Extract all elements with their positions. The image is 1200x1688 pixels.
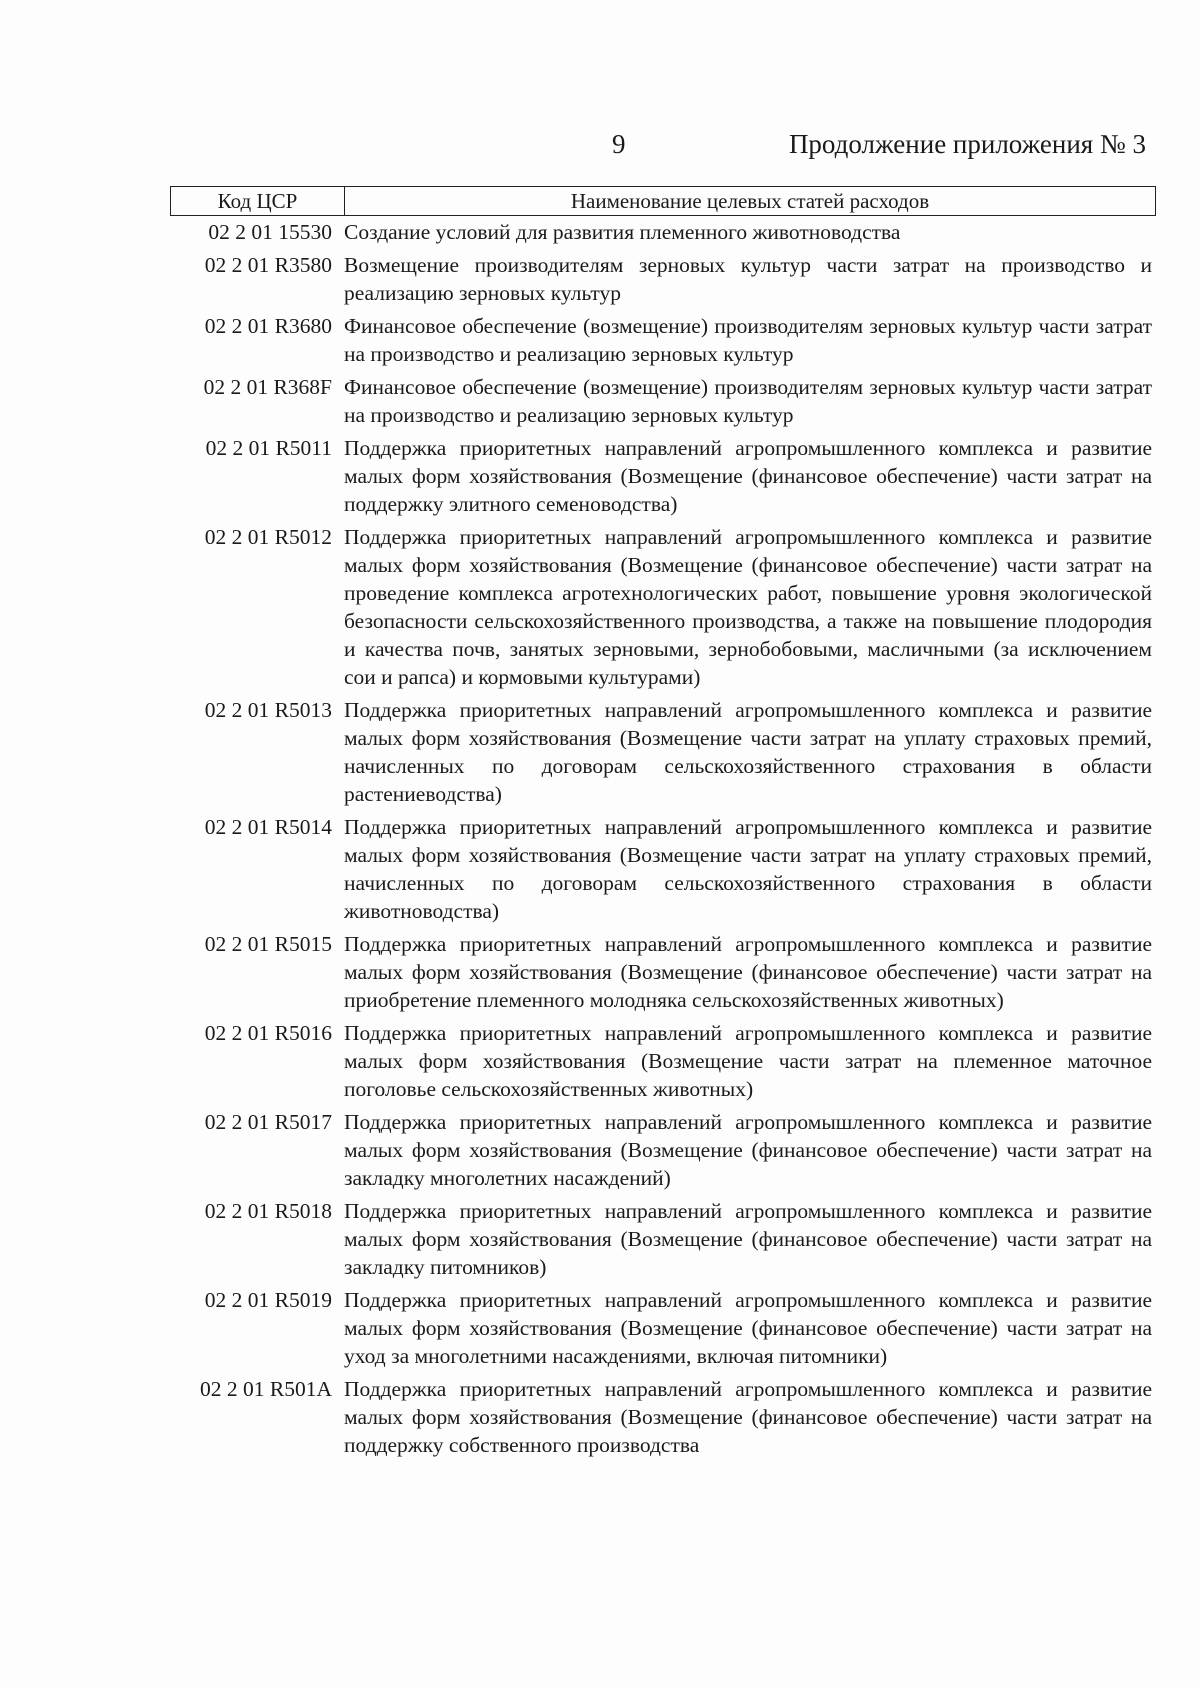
table-row xyxy=(170,930,1156,1014)
column-header-name: Наименование целевых статей расходов xyxy=(570,189,930,213)
row-code: 02 2 01 R5012 xyxy=(204,525,332,549)
row-name: Поддержка приоритетных направлений агропромышленного комплекса и развитие малых форм хозяйствования (Возмещение (финансовое обеспечение) части затрат на проведение комплекса агротехнологических работ, повышение уровня экологической безопасности сельскохозяйственного производства, а также на повышение плодородия и качества почв, занятых зерновыми, зернобобовыми, масличными (за исключением сои и рапса) и кормовыми культурами) xyxy=(344,525,1152,689)
table-row xyxy=(170,1108,1156,1192)
row-code: 02 2 01 R5011 xyxy=(205,436,332,460)
table-row xyxy=(170,1019,1156,1103)
row-name: Поддержка приоритетных направлений агропромышленного комплекса и развитие малых форм хозяйствования (Возмещение (финансовое обеспечение) части затрат на поддержку элитного семеноводства) xyxy=(344,436,1152,516)
column-header-code: Код ЦСР xyxy=(171,187,345,215)
table-row xyxy=(170,813,1156,925)
row-code: 02 2 01 R5017 xyxy=(204,1110,332,1134)
page-number: 9 xyxy=(612,129,626,159)
row-code: 02 2 01 R501A xyxy=(200,1377,332,1401)
row-name: Финансовое обеспечение (возмещение) производителям зерновых культур части затрат на производство и реализацию зерновых культур xyxy=(344,314,1152,366)
row-name: Поддержка приоритетных направлений агропромышленного комплекса и развитие малых форм хозяйствования (Возмещение (финансовое обеспечение) части затрат на закладку питомников) xyxy=(344,1199,1152,1279)
row-name: Поддержка приоритетных направлений агропромышленного комплекса и развитие малых форм хозяйствования (Возмещение (финансовое обеспечение) части затрат на приобретение племенного молодняка сельскохозяйственных животных) xyxy=(344,932,1152,1012)
row-code: 02 2 01 R5018 xyxy=(204,1199,332,1223)
table-header xyxy=(170,186,1156,216)
row-name: Поддержка приоритетных направлений агропромышленного комплекса и развитие малых форм хозяйствования (Возмещение части затрат на уплату страховых премий, начисленных по договорам сельскохозяйственного страхования в области растениеводства) xyxy=(344,698,1152,806)
row-code: 02 2 01 R5015 xyxy=(204,932,332,956)
table-row xyxy=(170,1197,1156,1281)
row-name: Возмещение производителям зерновых культур части затрат на производство и реализацию зерновых культур xyxy=(344,253,1152,305)
row-name: Создание условий для развития племенного животноводства xyxy=(344,220,901,244)
row-code: 02 2 01 R5019 xyxy=(204,1288,332,1312)
table-row xyxy=(170,523,1156,691)
table-row xyxy=(170,373,1156,429)
row-code: 02 2 01 R5016 xyxy=(204,1021,332,1045)
row-name: Поддержка приоритетных направлений агропромышленного комплекса и развитие малых форм хозяйствования (Возмещение части затрат на племенное маточное поголовье сельскохозяйственных животных) xyxy=(344,1021,1152,1101)
row-name: Поддержка приоритетных направлений агропромышленного комплекса и развитие малых форм хозяйствования (Возмещение (финансовое обеспечение) части затрат на уход за многолетними насаждениями, включая питомники) xyxy=(344,1288,1152,1368)
table-row xyxy=(170,434,1156,518)
table-row xyxy=(170,251,1156,307)
table-row xyxy=(170,312,1156,368)
row-name: Поддержка приоритетных направлений агропромышленного комплекса и развитие малых форм хозяйствования (Возмещение (финансовое обеспечение) части затрат на закладку многолетних насаждений) xyxy=(344,1110,1152,1190)
table-row xyxy=(170,1375,1156,1459)
table-body xyxy=(170,218,1156,1459)
row-code: 02 2 01 R5013 xyxy=(204,698,332,722)
table-row xyxy=(170,218,1156,246)
row-code: 02 2 01 R5014 xyxy=(204,815,332,839)
row-code: 02 2 01 R3680 xyxy=(204,314,332,338)
expense-items-table xyxy=(170,186,1156,1464)
row-code: 02 2 01 R3580 xyxy=(204,253,332,277)
table-row xyxy=(170,1286,1156,1370)
table-row xyxy=(170,696,1156,808)
row-name: Финансовое обеспечение (возмещение) производителям зерновых культур части затрат на производство и реализацию зерновых культур xyxy=(344,375,1152,427)
row-name: Поддержка приоритетных направлений агропромышленного комплекса и развитие малых форм хозяйствования (Возмещение (финансовое обеспечение) части затрат на поддержку собственного производства xyxy=(344,1377,1152,1457)
row-code: 02 2 01 15530 xyxy=(208,220,332,244)
row-name: Поддержка приоритетных направлений агропромышленного комплекса и развитие малых форм хозяйствования (Возмещение части затрат на уплату страховых премий, начисленных по договорам сельскохозяйственного страхования в области животноводства) xyxy=(344,815,1152,923)
continuation-title: Продолжение приложения № 3 xyxy=(788,129,1146,159)
row-code: 02 2 01 R368F xyxy=(203,375,332,399)
